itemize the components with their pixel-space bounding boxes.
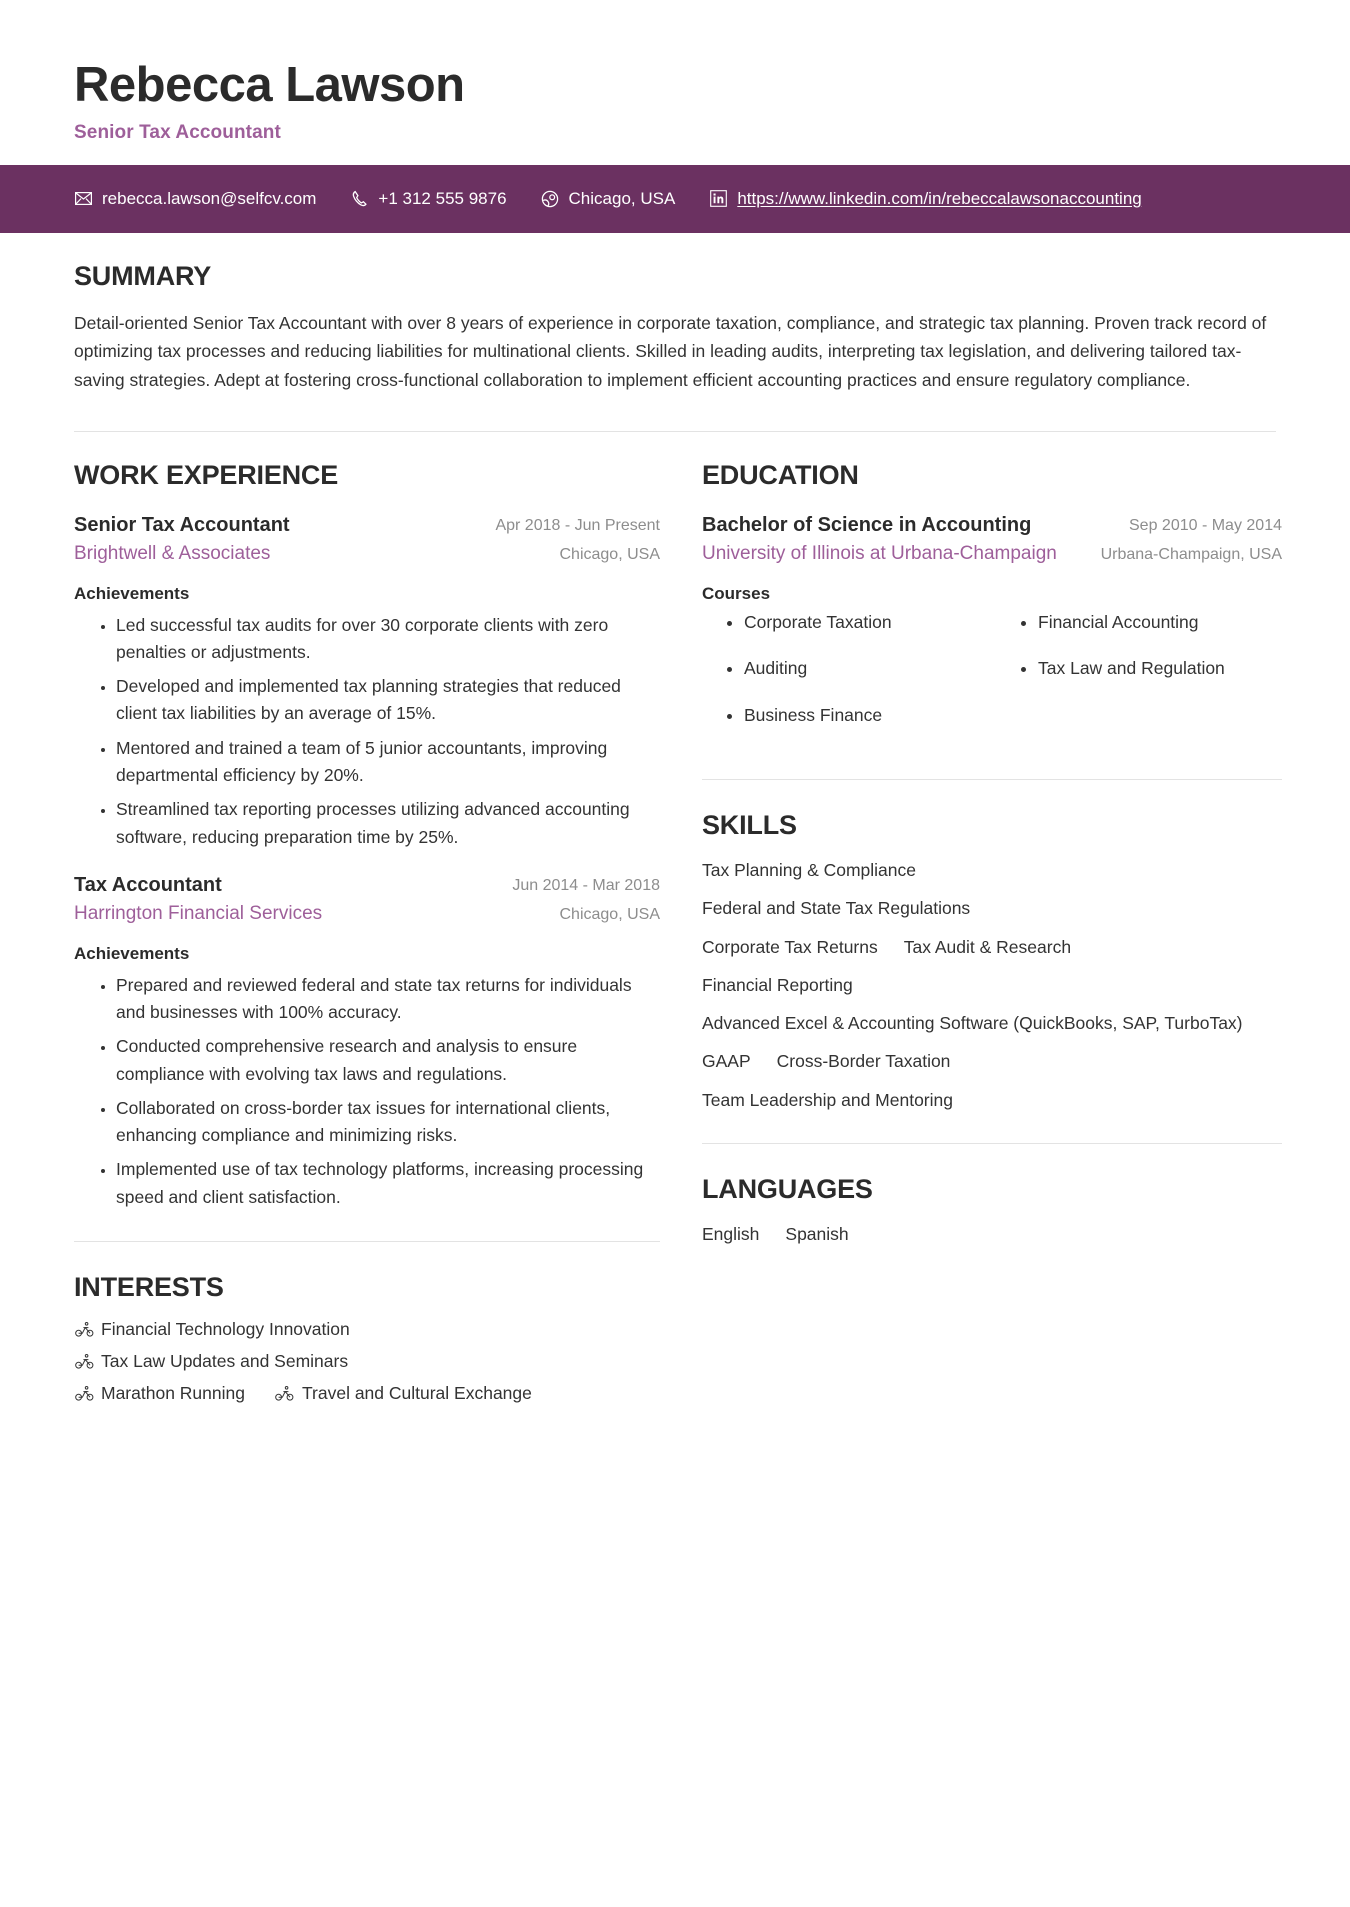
summary-heading: SUMMARY <box>74 260 212 291</box>
skill-item: Financial Reporting <box>702 974 853 995</box>
work-heading: WORK EXPERIENCE <box>74 459 339 490</box>
list-item: • Financial Accounting <box>1038 610 1282 635</box>
work-achievements-list <box>74 612 660 851</box>
list-item: • Corporate Taxation <box>744 610 988 635</box>
education-entry <box>702 513 1282 749</box>
summary-section <box>74 233 1276 394</box>
phone-icon <box>350 189 369 208</box>
interests-heading: INTERESTS <box>74 1272 224 1303</box>
work-entry-location: Chicago, USA <box>559 905 660 923</box>
interest-label: Marathon Running <box>101 1383 245 1404</box>
contact-location[interactable] <box>541 189 676 209</box>
work-entry-dates: Apr 2018 - Jun Present <box>495 516 660 534</box>
work-entry <box>74 873 660 1211</box>
interest-row <box>74 1319 660 1340</box>
work-achievements-list <box>74 972 660 1211</box>
skill-item: Corporate Tax Returns <box>702 936 878 957</box>
work-entry <box>74 513 660 851</box>
languages-list <box>702 1221 1282 1247</box>
cycling-icon <box>74 1352 94 1372</box>
contact-phone-text: +1 312 555 9876 <box>378 188 507 208</box>
work-entry-title: Senior Tax Accountant <box>74 513 290 536</box>
interest-label: Financial Technology Innovation <box>101 1319 350 1340</box>
education-dates: Sep 2010 - May 2014 <box>1129 516 1282 534</box>
candidate-name: Rebecca Lawson <box>74 58 465 112</box>
skills-heading: SKILLS <box>702 810 797 841</box>
language-row <box>702 1221 1282 1247</box>
list-item: • Prepared and reviewed federal and state tax returns for individuals and businesses with 100% accuracy. <box>116 972 660 1027</box>
contact-email[interactable] <box>74 189 316 209</box>
list-item: • Led successful tax audits for over 30 corporate clients with zero penalties or adjustments. <box>116 612 660 667</box>
list-item: • Collaborated on cross-border tax issues for international clients, enhancing compliance and minimizing risks. <box>116 1095 660 1150</box>
education-courses <box>702 610 1282 750</box>
right-column <box>702 460 1282 1259</box>
list-item: • Mentored and trained a team of 5 junior accountants, improving departmental efficiency by 20%. <box>116 735 660 790</box>
interests-section <box>74 1272 660 1404</box>
contact-bar <box>0 165 1350 233</box>
interest-label: Tax Law Updates and Seminars <box>101 1351 349 1372</box>
skill-row <box>702 934 1282 960</box>
courses-column-2 <box>996 610 1282 750</box>
section-divider <box>702 1143 1282 1144</box>
work-achievements-label: Achievements <box>74 583 190 603</box>
section-divider <box>74 431 1276 432</box>
list-item: • Business Finance <box>744 703 988 728</box>
skill-row <box>702 1048 1282 1074</box>
contact-linkedin[interactable] <box>709 189 1141 209</box>
education-school: University of Illinois at Urbana-Champaign <box>702 542 1057 564</box>
skill-item: Team Leadership and Mentoring <box>702 1089 953 1110</box>
skill-item: GAAP <box>702 1051 751 1072</box>
contact-linkedin-link[interactable]: https://www.linkedin.com/in/rebeccalawsonaccounting <box>737 188 1142 208</box>
skill-item: Tax Planning & Compliance <box>702 860 917 881</box>
skill-row <box>702 895 1282 921</box>
education-heading: EDUCATION <box>702 459 859 490</box>
skills-list <box>702 857 1282 1113</box>
work-entry-org: Brightwell & Associates <box>74 542 271 564</box>
interest-item <box>275 1383 532 1404</box>
list-item: • Tax Law and Regulation <box>1038 656 1282 681</box>
cycling-icon <box>74 1384 94 1404</box>
list-item: • Streamlined tax reporting processes utilizing advanced accounting software, reducing preparation time by 25%. <box>116 796 660 851</box>
skills-section <box>702 810 1282 1113</box>
interest-item <box>74 1319 350 1340</box>
cycling-icon <box>275 1384 295 1404</box>
contact-phone[interactable] <box>350 189 506 209</box>
summary-text: Detail-oriented Senior Tax Accountant with over 8 years of experience in corporate taxation, compliance, and strategic tax planning. Proven track record of optimizing tax processes and reducing liabilities for multinational clients. Skilled in leading audits, interpreting tax legislation, and delivering tailored tax-saving strategies. Adept at fostering cross-functional collaboration to implement efficient accounting practices and ensure regulatory compliance. <box>74 312 1267 390</box>
interest-row <box>74 1383 660 1404</box>
envelope-icon <box>74 189 93 208</box>
language-item: English <box>702 1223 760 1244</box>
work-entry-dates: Jun 2014 - Mar 2018 <box>512 876 660 894</box>
interest-label: Travel and Cultural Exchange <box>301 1383 532 1404</box>
skill-item: Tax Audit & Research <box>903 936 1072 957</box>
resume-header <box>0 0 1350 144</box>
courses-column-1 <box>702 610 988 750</box>
interest-item <box>74 1351 348 1372</box>
skill-item: Federal and State Tax Regulations <box>702 898 971 919</box>
contact-email-text: rebecca.lawson@selfcv.com <box>102 188 317 208</box>
work-achievements-label: Achievements <box>74 943 190 963</box>
list-item: • Conducted comprehensive research and analysis to ensure compliance with evolving tax laws and regulations. <box>116 1033 660 1088</box>
language-item: Spanish <box>785 1223 849 1244</box>
skill-item: Cross-Border Taxation <box>776 1051 951 1072</box>
education-location: Urbana-Champaign, USA <box>1100 545 1282 563</box>
cycling-icon <box>74 1320 94 1340</box>
section-divider <box>702 779 1282 780</box>
interest-row <box>74 1351 660 1372</box>
list-item: • Implemented use of tax technology platforms, increasing processing speed and client satisfaction. <box>116 1156 660 1211</box>
languages-section <box>702 1174 1282 1247</box>
interests-list <box>74 1319 660 1404</box>
globe-pin-icon <box>541 189 560 208</box>
skill-row <box>702 972 1282 998</box>
interest-item <box>74 1383 245 1404</box>
skill-row <box>702 1010 1282 1036</box>
contact-location-text: Chicago, USA <box>568 188 676 208</box>
candidate-job-title: Senior Tax Accountant <box>74 121 281 143</box>
skill-row <box>702 1087 1282 1113</box>
linkedin-icon <box>709 189 728 208</box>
skill-item: Advanced Excel & Accounting Software (QuickBooks, SAP, TurboTax) <box>702 1013 1243 1034</box>
education-degree: Bachelor of Science in Accounting <box>702 513 1032 536</box>
work-entry-title: Tax Accountant <box>74 873 222 896</box>
languages-heading: LANGUAGES <box>702 1173 873 1204</box>
list-item: • Developed and implemented tax planning strategies that reduced client tax liabilities by an average of 15%. <box>116 673 660 728</box>
columns-wrapper <box>74 459 1282 1415</box>
resume-body <box>0 233 1350 1415</box>
skill-row <box>702 857 1282 883</box>
list-item: • Auditing <box>744 656 988 681</box>
work-entry-location: Chicago, USA <box>559 545 660 563</box>
left-column <box>74 460 660 1415</box>
education-courses-label: Courses <box>702 583 771 603</box>
section-divider <box>74 1241 660 1242</box>
work-entry-org: Harrington Financial Services <box>74 902 323 924</box>
